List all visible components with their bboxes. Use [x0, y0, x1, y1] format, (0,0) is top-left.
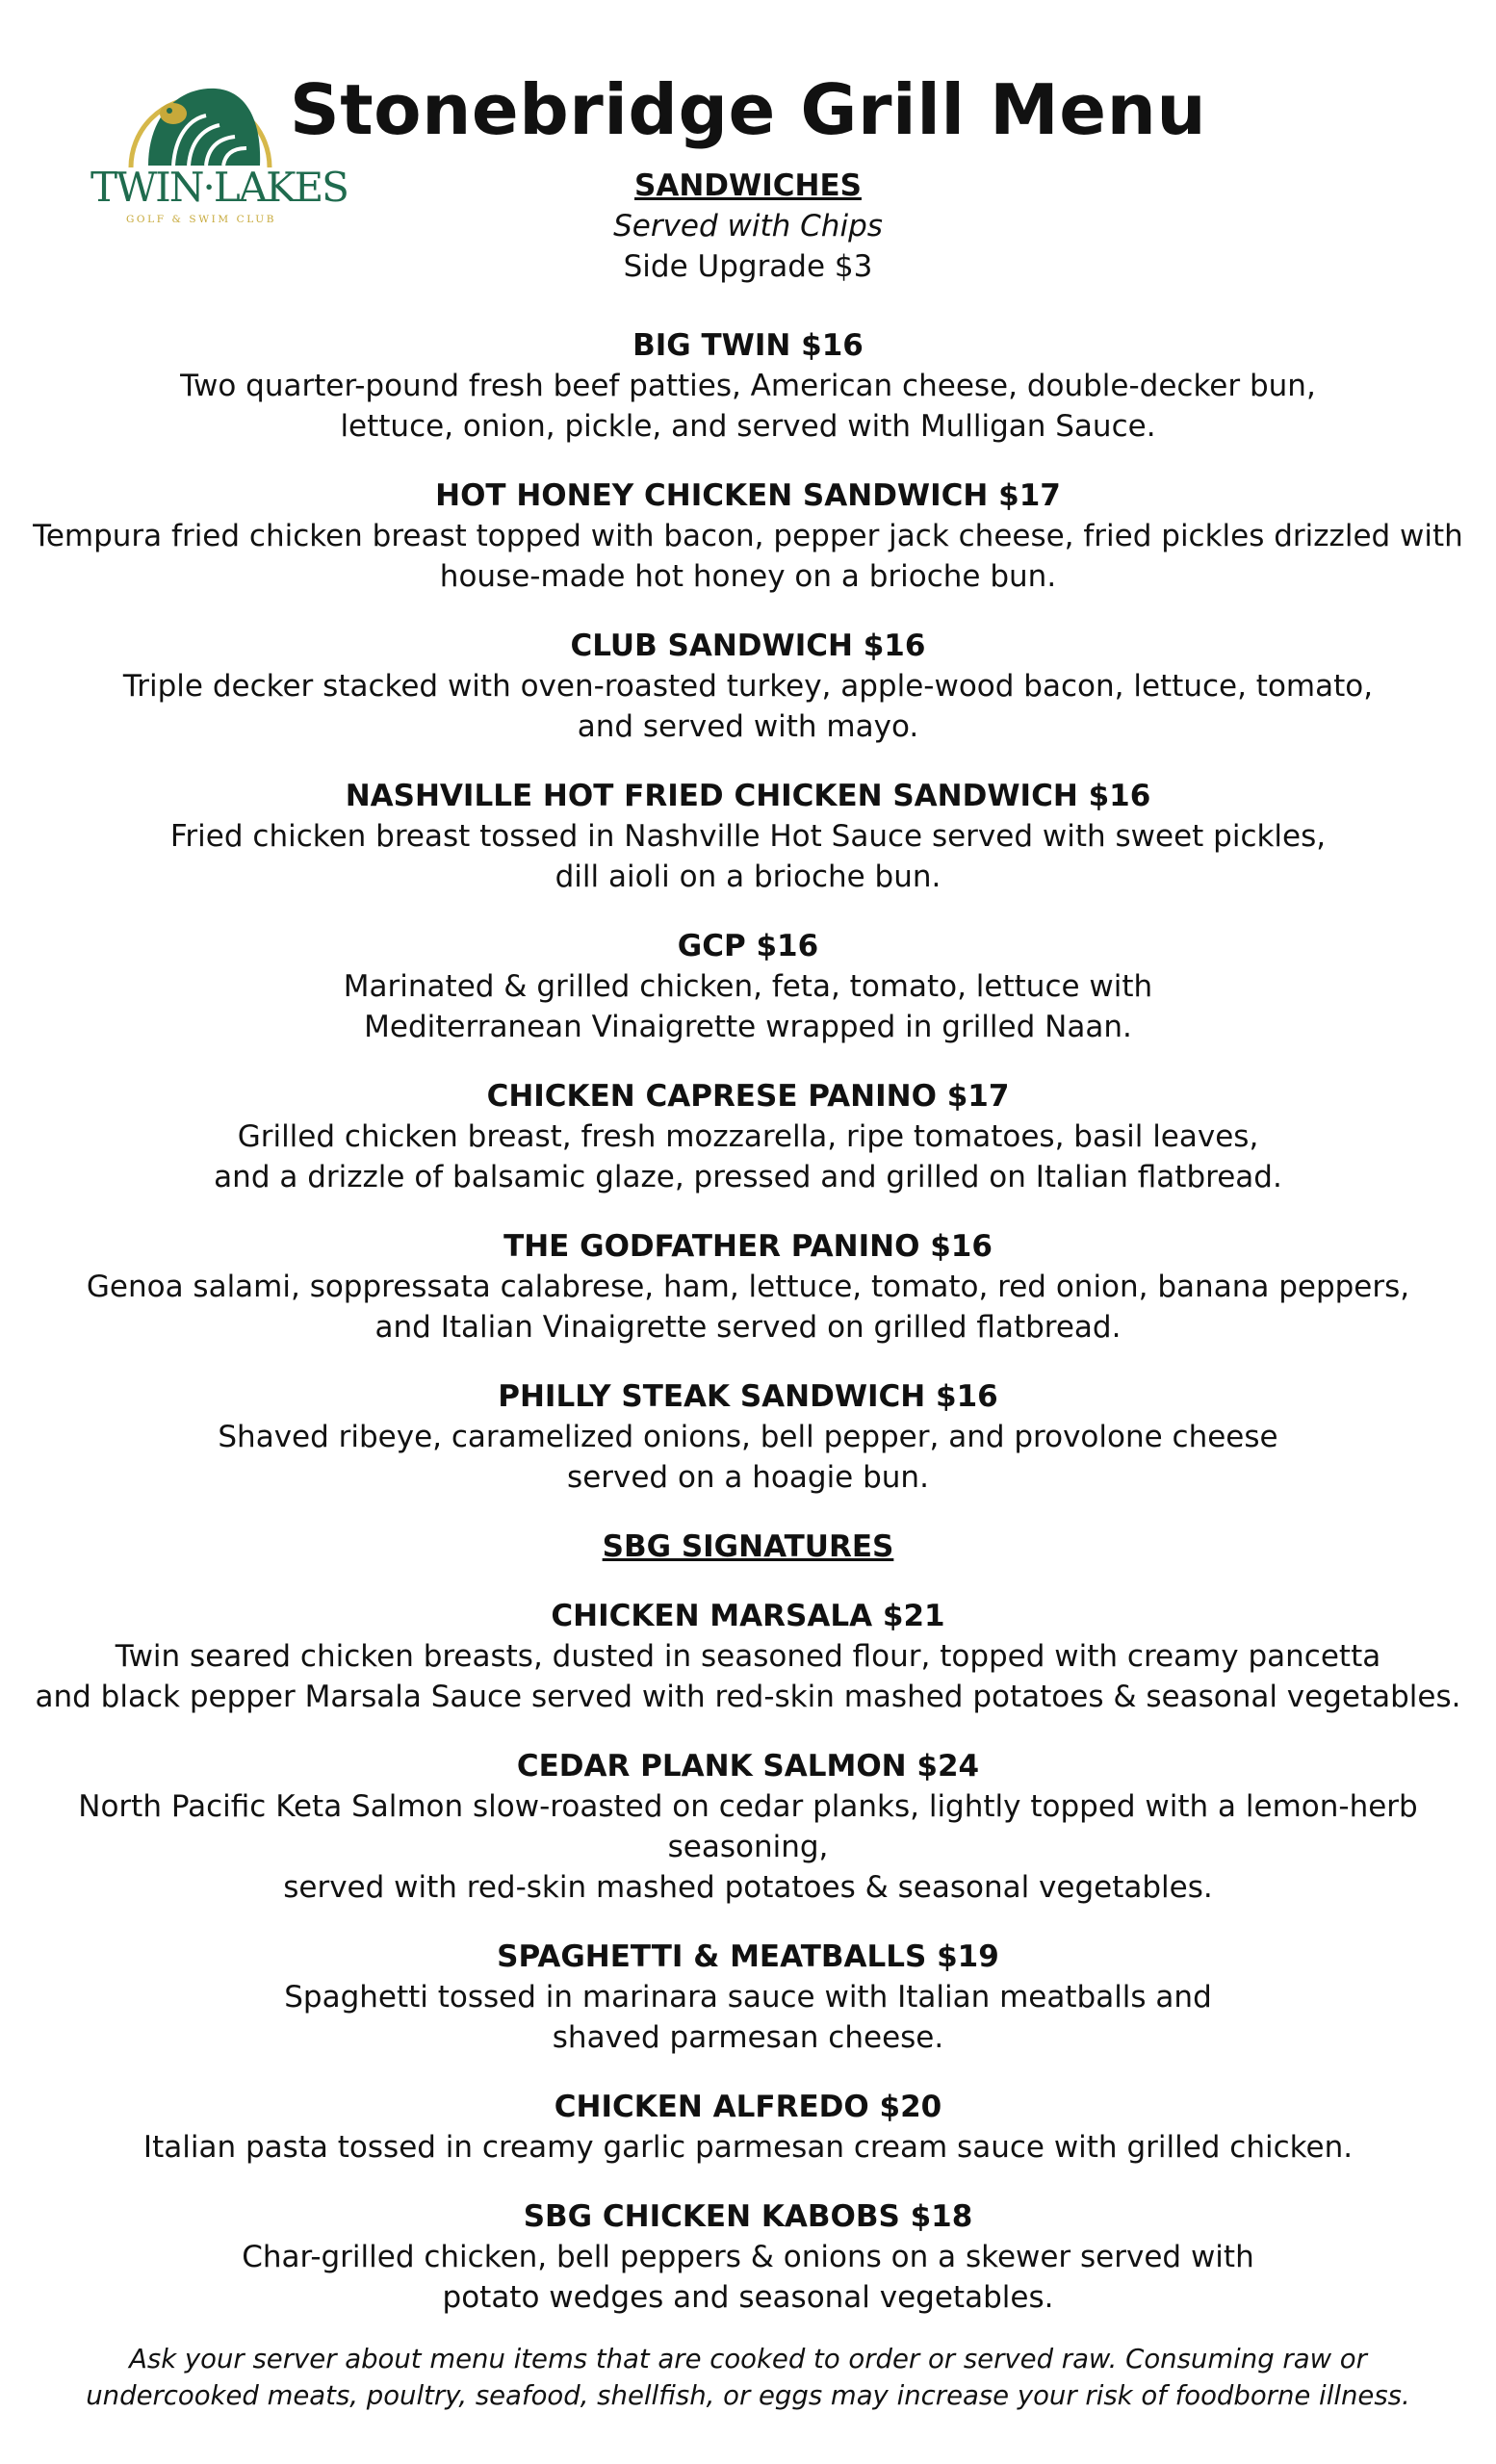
item-name: THE GODFATHER PANINO $16	[503, 1229, 993, 1264]
item-name: SPAGHETTI & MEATBALLS $19	[497, 1939, 999, 1974]
served-with-note: Served with Chips	[613, 209, 883, 244]
section-heading-signatures: SBG SIGNATURES	[602, 1529, 894, 1564]
item-description: Marinated & grilled chicken, feta, tomato, lettuce with	[343, 969, 1153, 1004]
side-upgrade-note: Side Upgrade $3	[623, 249, 873, 284]
signatures-section	[0, 1527, 1496, 2318]
item-description: Twin seared chicken breasts, dusted in seasoned flour, topped with creamy pancetta	[115, 1639, 1381, 1674]
menu-content	[0, 166, 1496, 2347]
item-name: CLUB SANDWICH $16	[570, 629, 926, 663]
item-description: Italian pasta tossed in creamy garlic parmesan cream sauce with grilled chicken.	[142, 2130, 1354, 2165]
item-name: CHICKEN CAPRESE PANINO $17	[486, 1079, 1010, 1114]
item-name: CHICKEN ALFREDO $20	[554, 2090, 942, 2124]
item-description: and served with mayo.	[577, 709, 919, 744]
menu-title: Stonebridge Grill Menu	[289, 69, 1207, 150]
item-description: and a drizzle of balsamic glaze, pressed and grilled on Italian flatbread.	[214, 1160, 1282, 1194]
item-description: North Pacific Keta Salmon slow-roasted on cedar planks, lightly topped with a lemon-herb seasoning,	[78, 1789, 1418, 1864]
item-description: served with red-skin mashed potatoes & seasonal vegetables.	[283, 1870, 1213, 1905]
item-description: Char-grilled chicken, bell peppers & onions on a skewer served with	[242, 2240, 1254, 2274]
item-description: lettuce, onion, pickle, and served with Mulligan Sauce.	[340, 409, 1156, 444]
item-name: NASHVILLE HOT FRIED CHICKEN SANDWICH $16	[345, 779, 1151, 813]
menu-item	[0, 1076, 1496, 1197]
item-description: Grilled chicken breast, fresh mozzarella, ripe tomatoes, basil leaves,	[237, 1119, 1259, 1154]
item-description: Triple decker stacked with oven-roasted turkey, apple-wood bacon, lettuce, tomato,	[122, 669, 1374, 704]
item-description: Genoa salami, soppressata calabrese, ham, lettuce, tomato, red onion, banana peppers,	[86, 1270, 1410, 1304]
disclaimer-line: undercooked meats, poultry, seafood, shellfish, or eggs may increase your risk of foodborne illness.	[86, 2380, 1410, 2411]
item-description: and Italian Vinaigrette served on grilled flatbread.	[374, 1310, 1122, 1345]
logo-subtitle: GOLF & SWIM CLUB	[125, 214, 277, 225]
menu-item	[0, 626, 1496, 747]
item-name: PHILLY STEAK SANDWICH $16	[498, 1379, 998, 1414]
item-name: CEDAR PLANK SALMON $24	[516, 1749, 980, 1784]
item-name: GCP $16	[677, 929, 819, 963]
item-description: Tempura fried chicken breast topped with bacon, pepper jack cheese, fried pickles drizzled with	[33, 519, 1463, 553]
menu-item	[0, 926, 1496, 1047]
menu-item	[0, 1226, 1496, 1348]
menu-item	[0, 776, 1496, 897]
item-description: served on a hoagie bun.	[567, 1460, 929, 1495]
item-name: BIG TWIN $16	[632, 328, 864, 363]
item-description: potato wedges and seasonal vegetables.	[442, 2280, 1054, 2315]
item-description: Shaved ribeye, caramelized onions, bell pepper, and provolone cheese	[218, 1420, 1278, 1454]
logo-wordmark: TWIN·LAKES	[90, 164, 348, 211]
item-name: SBG CHICKEN KABOBS $18	[523, 2199, 973, 2234]
item-description: house-made hot honey on a brioche bun.	[439, 559, 1057, 594]
section-heading-sandwiches: SANDWICHES	[634, 168, 862, 203]
item-description: Fried chicken breast tossed in Nashville Hot Sauce served with sweet pickles,	[169, 819, 1327, 854]
menu-item	[0, 1376, 1496, 1498]
item-description: Two quarter-pound fresh beef patties, American cheese, double-decker bun,	[180, 369, 1316, 403]
food-safety-disclaimer	[0, 2341, 1496, 2414]
menu-item	[0, 2087, 1496, 2168]
item-description: dill aioli on a brioche bun.	[555, 860, 941, 894]
menu-item	[0, 1746, 1496, 1908]
item-description: and black pepper Marsala Sauce served with red-skin mashed potatoes & seasonal vegetables.	[35, 1680, 1461, 1714]
menu-item	[0, 325, 1496, 447]
menu-item	[0, 1937, 1496, 2058]
menu-item	[0, 1596, 1496, 1717]
item-name: HOT HONEY CHICKEN SANDWICH $17	[435, 478, 1061, 513]
item-description: Mediterranean Vinaigrette wrapped in grilled Naan.	[364, 1010, 1132, 1044]
sandwiches-section	[0, 166, 1496, 1498]
menu-item	[0, 475, 1496, 597]
item-description: shaved parmesan cheese.	[552, 2020, 944, 2055]
menu-item	[0, 2196, 1496, 2318]
disclaimer-line: Ask your server about menu items that are cooked to order or served raw. Consuming raw or	[129, 2344, 1367, 2374]
item-name: CHICKEN MARSALA $21	[551, 1599, 945, 1633]
item-description: Spaghetti tossed in marinara sauce with Italian meatballs and	[284, 1980, 1212, 2015]
